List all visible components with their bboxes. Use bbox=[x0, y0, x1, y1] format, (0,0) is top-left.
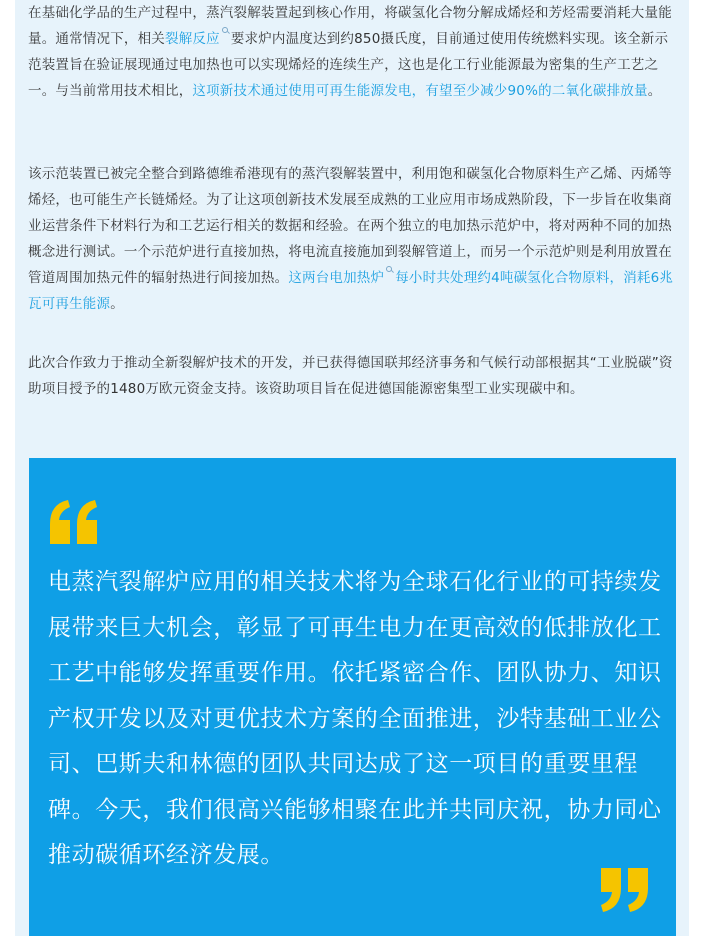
paragraph-text: 。 bbox=[110, 296, 124, 312]
paragraph-text: 该示范装置已被完全整合到路德维希港现有的蒸汽裂解装置中，利用饱和碳氢化合物原料生产乙烯、丙烯等烯烃，也可能生产长链烯烃。为了让这项创新技术发展至成熟的工业应用市场成熟阶段，下一步旨在收集商业运营条件下材料行为和工艺运行相关的数据和经验。在两个独立的电加热示范炉中，将对两种不同的加热概念进行测试。一个示范炉进行直接加热，将电流直接施加到裂解管道上，而另一个示范炉则是利用放置在管道周围加热元件的辐射热进行间接加热。 bbox=[28, 166, 672, 286]
highlight-two-furnaces: 这两台电加热炉 bbox=[288, 270, 385, 286]
paragraph-text: 。 bbox=[647, 83, 662, 99]
search-icon[interactable] bbox=[221, 26, 230, 38]
paragraph-funding bbox=[28, 350, 678, 402]
paragraph-demo-plant bbox=[28, 161, 678, 317]
paragraph-steam-cracking bbox=[28, 0, 678, 104]
close-quote-icon bbox=[598, 868, 650, 914]
highlight-co2-reduction: 这项新技术通过使用可再生能源发电，有望至少减少90%的二氧化碳排放量 bbox=[192, 83, 648, 99]
paragraph-text: 此次合作致力于推动全新裂解炉技术的开发，并已获得德国联邦经济事务和气候行动部根据其“工业脱碳”资助项目授予的1480万欧元资金支持。该资助项目旨在促进德国能源密集型工业实现碳中和。 bbox=[28, 355, 673, 397]
open-quote-icon bbox=[48, 498, 100, 544]
search-icon[interactable] bbox=[385, 265, 394, 277]
cracking-reaction-link[interactable]: 裂解反应 bbox=[165, 31, 220, 47]
quote-text: 电蒸汽裂解炉应用的相关技术将为全球石化行业的可持续发展带来巨大机会，彰显了可再生电力在更高效的低排放化工工艺中能够发挥重要作用。依托紧密合作、团队协力、知识产权开发以及对更优技术方案的全面推进，沙特基础工业公司、巴斯夫和林德的团队共同达成了这一项目的重要里程碑。今天，我们很高兴能够相聚在此并共同庆祝，协力同心推动碳循环经济发展。 bbox=[48, 569, 662, 868]
paragraph-text: 要求炉内温度达到约850摄氏度，目前通过使用传统燃料实现。该全新示范装置旨在验证展现通过电加热也可以实现烯烃的连续生产，这也是化工行业能源最为密集的生产工艺之一。与当前常用技术相比， bbox=[28, 31, 669, 99]
paragraph-text: 在基础化学品的生产过程中，蒸汽裂解装置起到核心作用，将碳氢化合物分解成烯烃和芳烃需要消耗大量能量。通常情况下，相关 bbox=[28, 5, 672, 47]
highlight-capacity: 每小时共处理约4吨碳氢化合物原料，消耗6兆瓦可再生能源 bbox=[28, 270, 674, 312]
